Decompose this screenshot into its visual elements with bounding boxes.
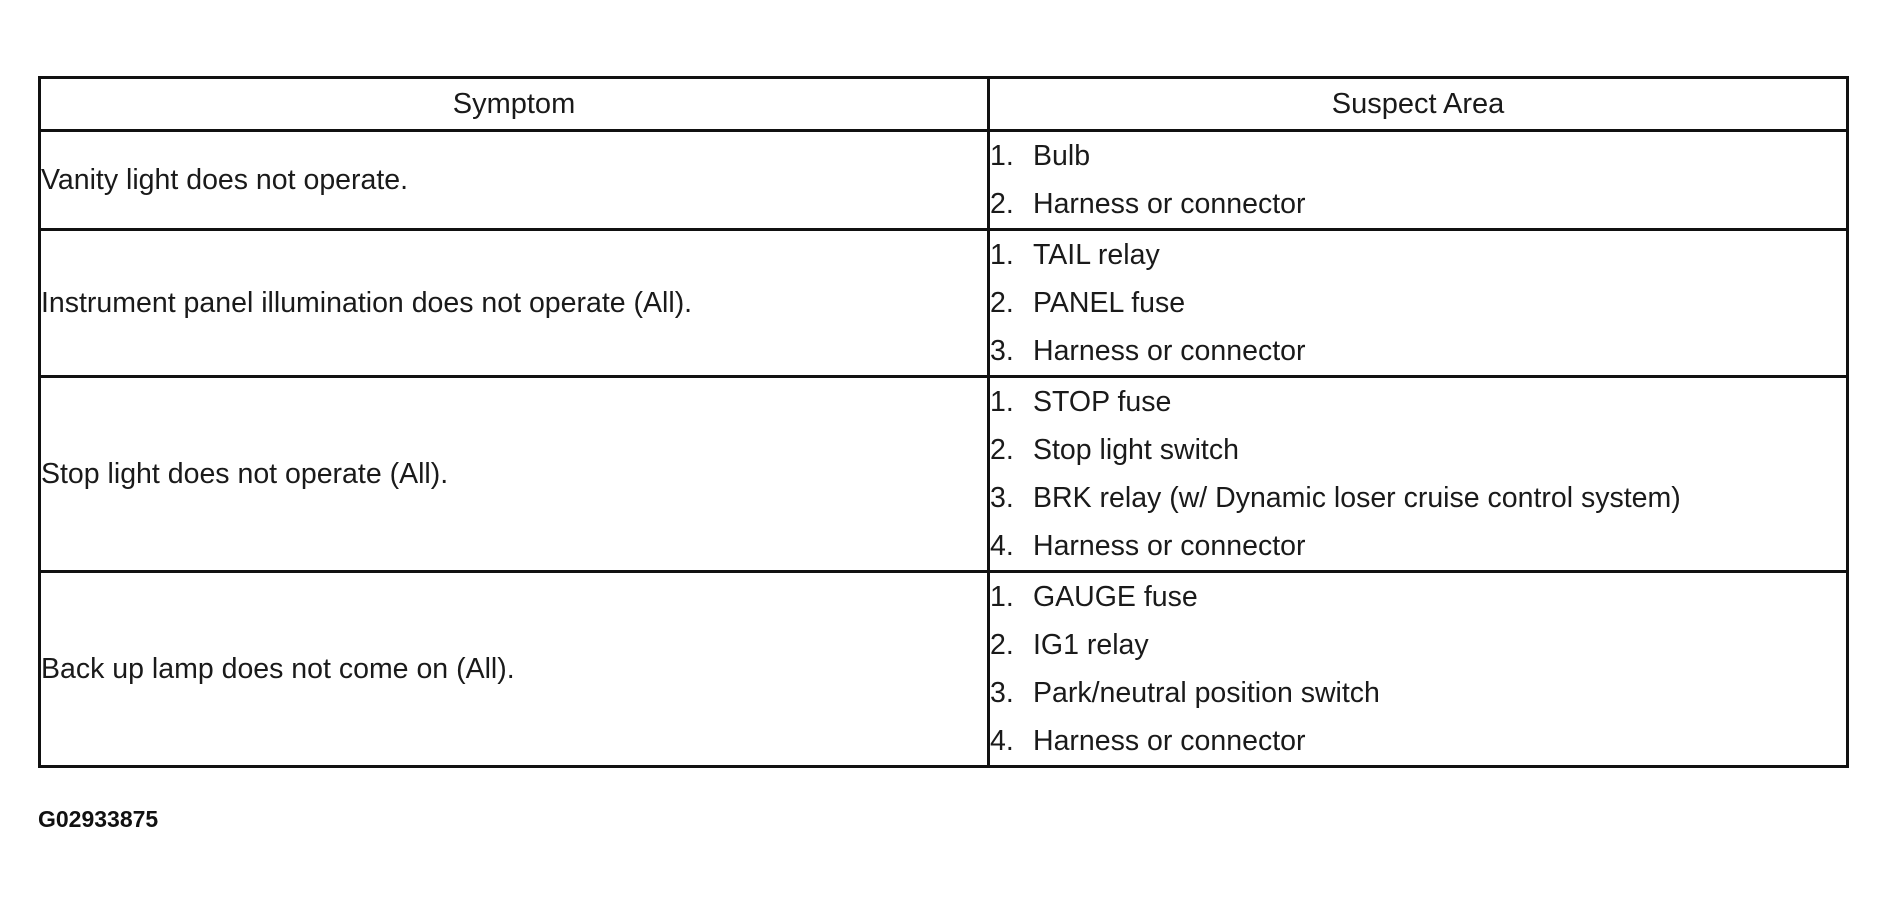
- suspect-item: [990, 426, 1846, 474]
- suspect-item: [990, 717, 1846, 765]
- suspect-text: Harness or connector: [1033, 530, 1306, 562]
- figure-id-label: G02933875: [38, 806, 159, 832]
- suspect-list: [990, 573, 1846, 765]
- suspect-text: BRK relay (w/ Dynamic loser cruise control system): [1033, 482, 1681, 514]
- suspect-number: 2.: [990, 188, 1014, 220]
- suspect-item: [990, 279, 1846, 327]
- suspect-text: Stop light switch: [1033, 434, 1239, 466]
- suspect-text: Park/neutral position switch: [1033, 677, 1380, 709]
- problem-symptoms-table: [38, 76, 1849, 768]
- symptom-cell: Vanity light does not operate.: [40, 131, 989, 230]
- suspect-list: [990, 378, 1846, 570]
- suspect-text: Bulb: [1033, 140, 1091, 172]
- suspect-number: 3.: [990, 677, 1014, 709]
- suspect-list: [990, 231, 1846, 375]
- suspect-text: Harness or connector: [1033, 725, 1306, 757]
- suspect-area-cell: [989, 377, 1848, 572]
- table-row: [40, 377, 1848, 572]
- suspect-area-cell: [989, 230, 1848, 377]
- suspect-number: 2.: [990, 629, 1014, 661]
- suspect-number: 3.: [990, 482, 1014, 514]
- table-row: [40, 572, 1848, 767]
- suspect-list: [990, 132, 1846, 228]
- suspect-number: 1.: [990, 386, 1014, 418]
- suspect-item: [990, 474, 1846, 522]
- suspect-area-cell: [989, 131, 1848, 230]
- suspect-text: Harness or connector: [1033, 335, 1306, 367]
- suspect-text: PANEL fuse: [1033, 287, 1186, 319]
- suspect-number: 1.: [990, 581, 1014, 613]
- suspect-item: [990, 180, 1846, 228]
- suspect-text: Harness or connector: [1033, 188, 1306, 220]
- table-header-row: [40, 78, 1848, 131]
- suspect-number: 4.: [990, 530, 1014, 562]
- suspect-item: [990, 573, 1846, 621]
- suspect-text: TAIL relay: [1033, 239, 1160, 271]
- suspect-text: STOP fuse: [1033, 386, 1172, 418]
- suspect-text: GAUGE fuse: [1033, 581, 1198, 613]
- suspect-number: 1.: [990, 239, 1014, 271]
- suspect-item: [990, 669, 1846, 717]
- symptom-cell: Instrument panel illumination does not operate (All).: [40, 230, 989, 377]
- suspect-item: [990, 132, 1846, 180]
- suspect-area-cell: [989, 572, 1848, 767]
- symptom-cell: Back up lamp does not come on (All).: [40, 572, 989, 767]
- suspect-number: 2.: [990, 434, 1014, 466]
- suspect-item: [990, 378, 1846, 426]
- table-row: [40, 230, 1848, 377]
- suspect-number: 4.: [990, 725, 1014, 757]
- suspect-number: 3.: [990, 335, 1014, 367]
- header-suspect-area: Suspect Area: [989, 78, 1848, 131]
- suspect-text: IG1 relay: [1033, 629, 1149, 661]
- suspect-item: [990, 621, 1846, 669]
- suspect-item: [990, 327, 1846, 375]
- table-row: [40, 131, 1848, 230]
- troubleshooting-table-container: [38, 76, 1846, 768]
- header-symptom: Symptom: [40, 78, 989, 131]
- suspect-item: [990, 522, 1846, 570]
- symptom-cell: Stop light does not operate (All).: [40, 377, 989, 572]
- suspect-item: [990, 231, 1846, 279]
- suspect-number: 2.: [990, 287, 1014, 319]
- suspect-number: 1.: [990, 140, 1014, 172]
